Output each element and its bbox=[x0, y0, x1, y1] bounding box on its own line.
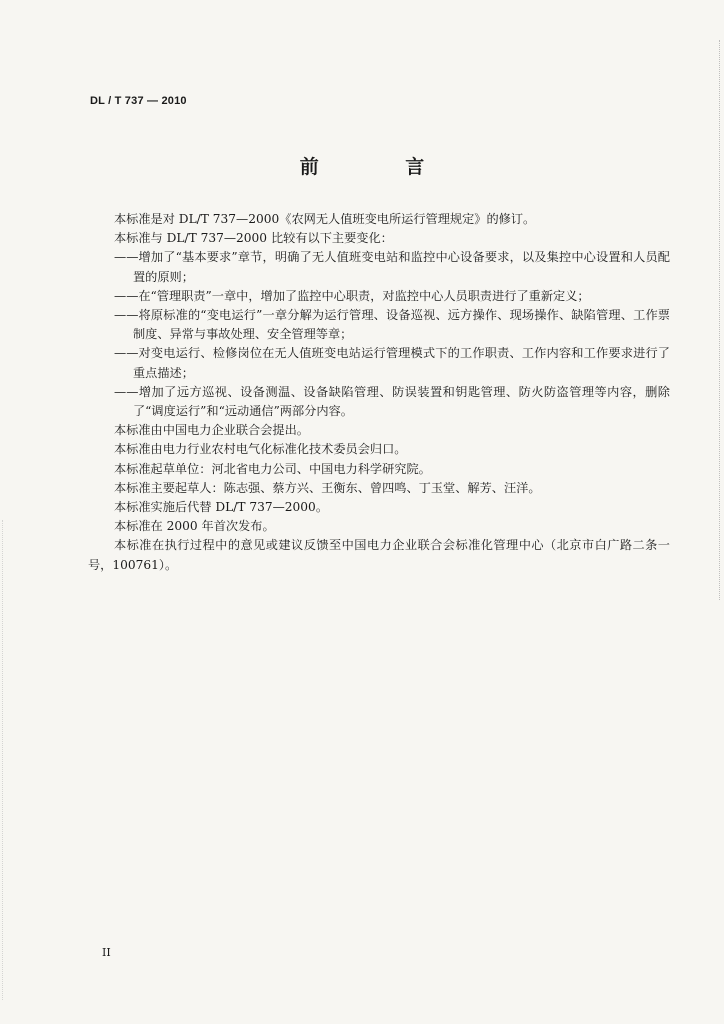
scan-edge-right bbox=[718, 40, 720, 600]
paragraph: 本标准由中国电力企业联合会提出。 bbox=[114, 423, 309, 438]
standard-code: DL / T 737 — 2010 bbox=[90, 95, 187, 107]
page-number: II bbox=[102, 946, 111, 959]
foreword-body bbox=[88, 210, 670, 575]
page-title: 前 言 bbox=[299, 156, 465, 178]
change-item: ——将原标准的“变电运行”一章分解为运行管理、设备巡视、远方操作、现场操作、缺陷管理、工作票制度、异常与事故处理、安全管理等章； bbox=[114, 308, 670, 342]
paragraph: 本标准实施后代替 DL/T 737—2000。 bbox=[114, 500, 329, 515]
change-item: ——增加了远方巡视、设备测温、设备缺陷管理、防误装置和钥匙管理、防火防盗管理等内容，删除了“调度运行”和“远动通信”两部分内容。 bbox=[114, 384, 670, 419]
paragraph: 本标准是对 DL/T 737—2000《农网无人值班变电所运行管理规定》的修订。 bbox=[114, 212, 536, 226]
change-item: ——在“管理职责”一章中，增加了监控中心职责，对监控中心人员职责进行了重新定义； bbox=[114, 288, 590, 303]
paragraph: 本标准主要起草人：陈志强、蔡方兴、王衡东、曾四鸣、丁玉堂、解芳、汪洋。 bbox=[114, 480, 541, 495]
change-item: ——增加了“基本要求”章节，明确了无人值班变电站和监控中心设备要求，以及集控中心设置和人员配置的原则； bbox=[114, 250, 670, 284]
scan-edge-left bbox=[2, 520, 4, 1000]
paragraph: 本标准在执行过程中的意见或建议反馈至中国电力企业联合会标准化管理中心（北京市白广路二条一号，100761）。 bbox=[88, 538, 670, 572]
paragraph: 本标准起草单位：河北省电力公司、中国电力科学研究院。 bbox=[114, 461, 431, 476]
change-item: ——对变电运行、检修岗位在无人值班变电站运行管理模式下的工作职责、工作内容和工作要求进行了重点描述； bbox=[114, 346, 670, 380]
paragraph: 本标准在 2000 年首次发布。 bbox=[114, 519, 275, 534]
paragraph: 本标准由电力行业农村电气化标准化技术委员会归口。 bbox=[114, 442, 407, 457]
paragraph: 本标准与 DL/T 737—2000 比较有以下主要变化： bbox=[114, 231, 393, 246]
